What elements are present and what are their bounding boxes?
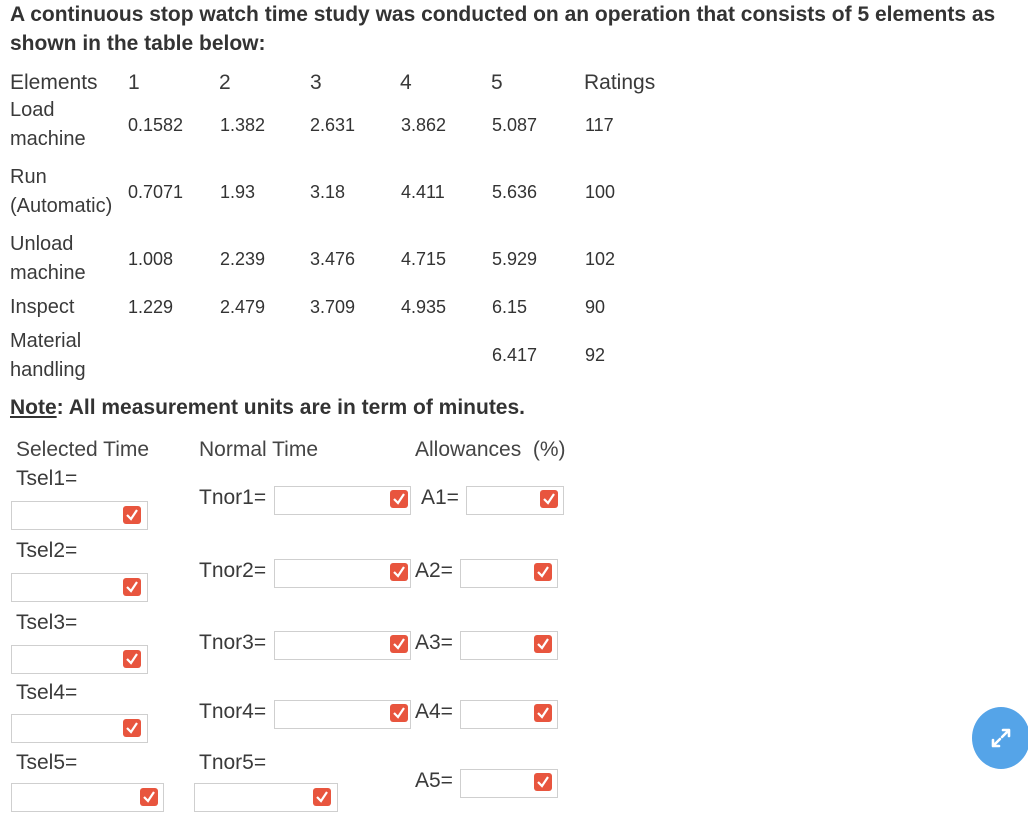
row4-value-3: 3.709: [310, 297, 356, 317]
row3-value-5: 5.929: [492, 249, 538, 269]
row1-value-1: 0.1582: [128, 115, 184, 135]
row4-value-1: 1.229: [128, 297, 174, 317]
tsel5-label: Tsel5=: [16, 751, 78, 774]
check-dropdown-icon[interactable]: [390, 635, 408, 653]
row1-element-line1: Load: [10, 99, 55, 121]
expand-arrows-icon: [989, 726, 1013, 750]
row2-element-line2: (Automatic): [10, 195, 113, 217]
row2-element-line1: Run: [10, 166, 47, 188]
check-dropdown-icon[interactable]: [140, 788, 158, 806]
tsel2-label: Tsel2=: [16, 539, 78, 562]
tnor4-label: Tnor4=: [199, 700, 267, 723]
expand-button[interactable]: [972, 707, 1028, 769]
row3-value-3: 3.476: [310, 249, 356, 269]
check-dropdown-icon[interactable]: [534, 563, 552, 581]
note-body: : All measurement units are in term of minutes.: [56, 396, 525, 419]
tsel4-label: Tsel4=: [16, 681, 78, 704]
row5-value-5: 6.417: [492, 345, 538, 365]
row4-value-4: 4.935: [401, 297, 447, 317]
check-dropdown-icon[interactable]: [123, 506, 141, 524]
a3-label: A3=: [415, 631, 453, 654]
row1-value-4: 3.862: [401, 115, 447, 135]
row2-rating: 100: [585, 182, 616, 202]
row2-value-4: 4.411: [401, 182, 445, 202]
tnor5-label: Tnor5=: [199, 751, 267, 774]
check-dropdown-icon[interactable]: [390, 490, 408, 508]
row4-rating: 90: [585, 297, 606, 317]
row4-value-2: 2.479: [220, 297, 266, 317]
row2-value-2: 1.93: [220, 182, 256, 202]
table-header-elements: Elements: [10, 71, 98, 94]
check-dropdown-icon[interactable]: [534, 635, 552, 653]
a4-label: A4=: [415, 700, 453, 723]
row3-value-4: 4.715: [401, 249, 447, 269]
row1-rating: 117: [585, 115, 614, 135]
note-text: [10, 396, 525, 420]
check-dropdown-icon[interactable]: [390, 704, 408, 722]
table-header-5: 5: [491, 71, 503, 94]
row3-value-2: 2.239: [220, 249, 266, 269]
row1-value-5: 5.087: [492, 115, 538, 135]
selected-time-header: Selected Time: [16, 438, 150, 461]
check-dropdown-icon[interactable]: [123, 578, 141, 596]
table-header-4: 4: [400, 71, 412, 94]
tnor1-label: Tnor1=: [199, 486, 267, 509]
tnor3-label: Tnor3=: [199, 631, 267, 654]
row2-value-5: 5.636: [492, 182, 538, 202]
row3-rating: 102: [585, 249, 616, 269]
a5-label: A5=: [415, 769, 453, 792]
note-label: Note: [10, 396, 57, 419]
check-dropdown-icon[interactable]: [313, 788, 331, 806]
tsel3-label: Tsel3=: [16, 611, 78, 634]
a1-label: A1=: [421, 486, 459, 509]
check-dropdown-icon[interactable]: [123, 719, 141, 737]
table-header-ratings: Ratings: [584, 71, 656, 94]
check-dropdown-icon[interactable]: [123, 650, 141, 668]
a2-label: A2=: [415, 559, 453, 582]
check-dropdown-icon[interactable]: [390, 563, 408, 581]
row1-value-3: 2.631: [310, 115, 356, 135]
table-header-1: 1: [128, 71, 140, 94]
tnor2-label: Tnor2=: [199, 559, 267, 582]
normal-time-header: Normal Time: [199, 438, 319, 461]
row3-value-1: 1.008: [128, 249, 174, 269]
table-header-2: 2: [219, 71, 231, 94]
row5-element-line1: Material: [10, 330, 82, 352]
row4-value-5: 6.15: [492, 297, 528, 317]
row1-element-line2: machine: [10, 128, 86, 150]
check-dropdown-icon[interactable]: [540, 490, 558, 508]
check-dropdown-icon[interactable]: [534, 704, 552, 722]
row3-element-line2: machine: [10, 262, 86, 284]
row3-element-line1: Unload: [10, 233, 74, 255]
row1-value-2: 1.382: [220, 115, 266, 135]
question-text: A continuous stop watch time study was conducted on an operation that consists of 5 elements as shown in the table below:: [10, 3, 996, 55]
row2-value-1: 0.7071: [128, 182, 184, 202]
row5-element-line2: handling: [10, 359, 86, 381]
allowances-header: Allowances (%): [415, 438, 566, 461]
check-dropdown-icon[interactable]: [534, 773, 552, 791]
row5-rating: 92: [585, 345, 606, 365]
tsel1-label: Tsel1=: [16, 467, 78, 490]
table-header-3: 3: [310, 71, 322, 94]
row4-element: Inspect: [10, 296, 75, 318]
row2-value-3: 3.18: [310, 182, 346, 202]
